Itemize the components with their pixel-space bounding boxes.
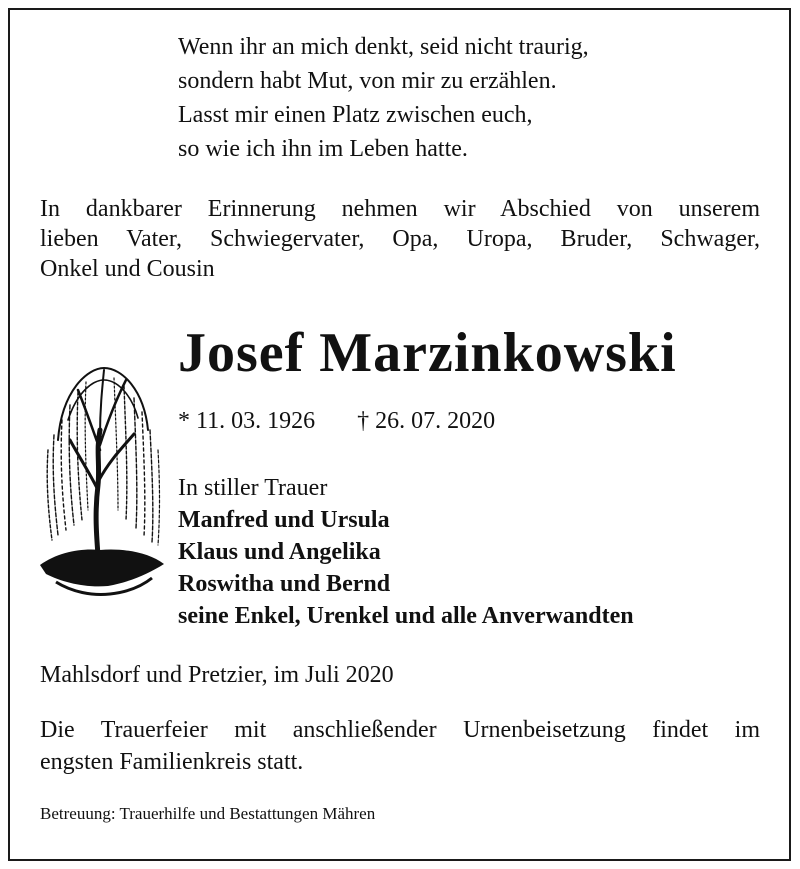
mourner-name: Manfred und Ursula [178,507,390,533]
poem [178,30,589,166]
mourner-name: Roswitha und Bernd [178,571,391,597]
poem-line: Wenn ihr an mich denkt, seid nicht traurig, [178,34,589,60]
poem-line: so wie ich ihn im Leben hatte. [178,136,468,162]
intro-text [40,194,760,284]
mourners-block [178,472,634,632]
ceremony-line: Die Trauerfeier mit anschließender Urnenbeisetzung findet im [40,717,760,743]
intro-line: Onkel und Cousin [40,256,215,282]
poem-line: sondern habt Mut, von mir zu erzählen. [178,68,557,94]
intro-line: In dankbarer Erinnerung nehmen wir Abschied von unserem [40,196,760,222]
life-dates [178,406,495,436]
birth-date: * 11. 03. 1926 [178,408,316,434]
weeping-willow-icon [38,360,166,600]
poem-line: Lasst mir einen Platz zwischen euch, [178,102,533,128]
intro-line: lieben Vater, Schwiegervater, Opa, Uropa, Bruder, Schwager, [40,226,760,252]
funeral-home-credit: Betreuung: Trauerhilfe und Bestattungen Mähren [40,804,376,823]
place-and-date: Mahlsdorf und Pretzier, im Juli 2020 [40,662,394,688]
death-date: † 26. 07. 2020 [357,408,496,434]
ceremony-line: engsten Familienkreis statt. [40,749,304,775]
deceased-name: Josef Marzinkowski [178,322,677,384]
mourner-name: Klaus und Angelika [178,539,381,565]
mourner-name: seine Enkel, Urenkel und alle Anverwandten [178,603,634,629]
mourners-heading: In stiller Trauer [178,475,328,501]
ceremony-notice [40,714,760,778]
